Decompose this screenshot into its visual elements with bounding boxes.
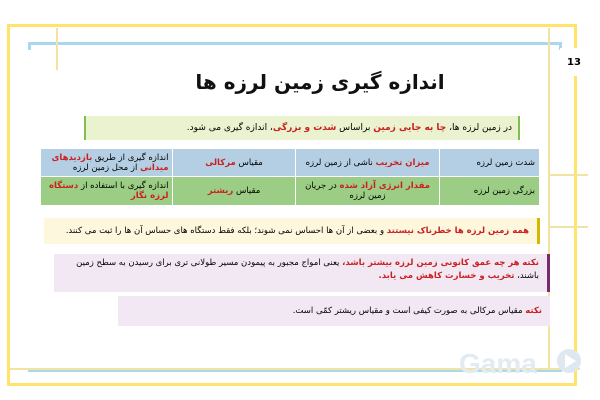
logo-text: Gama <box>459 348 537 379</box>
note-box: همه زمین لرزه ها خطرناک نیستند و بعضی از آن ها احساس نمی شوند؛ بلکه فقط دستگاه های حساس آن ها را ثبت می کنند. <box>44 218 540 244</box>
divider-vertical <box>56 28 58 70</box>
note-label: نکته <box>522 258 539 268</box>
divider-horizontal <box>548 226 588 228</box>
divider-horizontal <box>548 174 588 176</box>
table-cell: مقدار انرژی آزاد شده در جریان زمین لرزه <box>295 177 440 206</box>
note-box: نکته هر چه عمق کانونی زمین لرزه بیشتر باشد، یعنی امواج مجبور به پیمودن مسیر طولانی تری برای رسیدن به سطح زمین باشند، تخریب و خسارت کاهش می یابد. <box>54 254 550 292</box>
measurement-table <box>40 148 540 206</box>
note-label: نکته <box>525 306 542 316</box>
note-box: نکته مقیاس مرکالی به صورت کیفی است و مقیاس ریشتر کمّی است. <box>118 296 550 326</box>
intro-box <box>84 116 520 140</box>
table-cell: اندازه گیری با استفاده از دستگاه لرزه نگار <box>41 177 173 206</box>
table-cell: مقیاس مرکالی <box>173 149 295 177</box>
table-cell: میزان تخریب ناشی از زمین لرزه <box>295 149 440 177</box>
table-cell: بزرگی زمین لرزه <box>440 177 540 206</box>
table-cell: مقیاس ریشتر <box>173 177 295 206</box>
page-title: اندازه گیری زمین لرزه ها <box>195 70 445 94</box>
table-cell: اندازه گیری از طریق بازدیدهای میدانی از محل زمین لرزه <box>41 149 173 177</box>
table-cell: شدت زمین لرزه <box>440 149 540 177</box>
intro-text: در زمین لرزه ها، چا به جایی زمین براساس شدت و بزرگی، اندازه گیری می شود. <box>186 123 512 133</box>
gama-logo <box>455 343 585 383</box>
table-row <box>41 177 540 206</box>
table-row <box>41 149 540 177</box>
page-number: 13 <box>560 48 588 76</box>
